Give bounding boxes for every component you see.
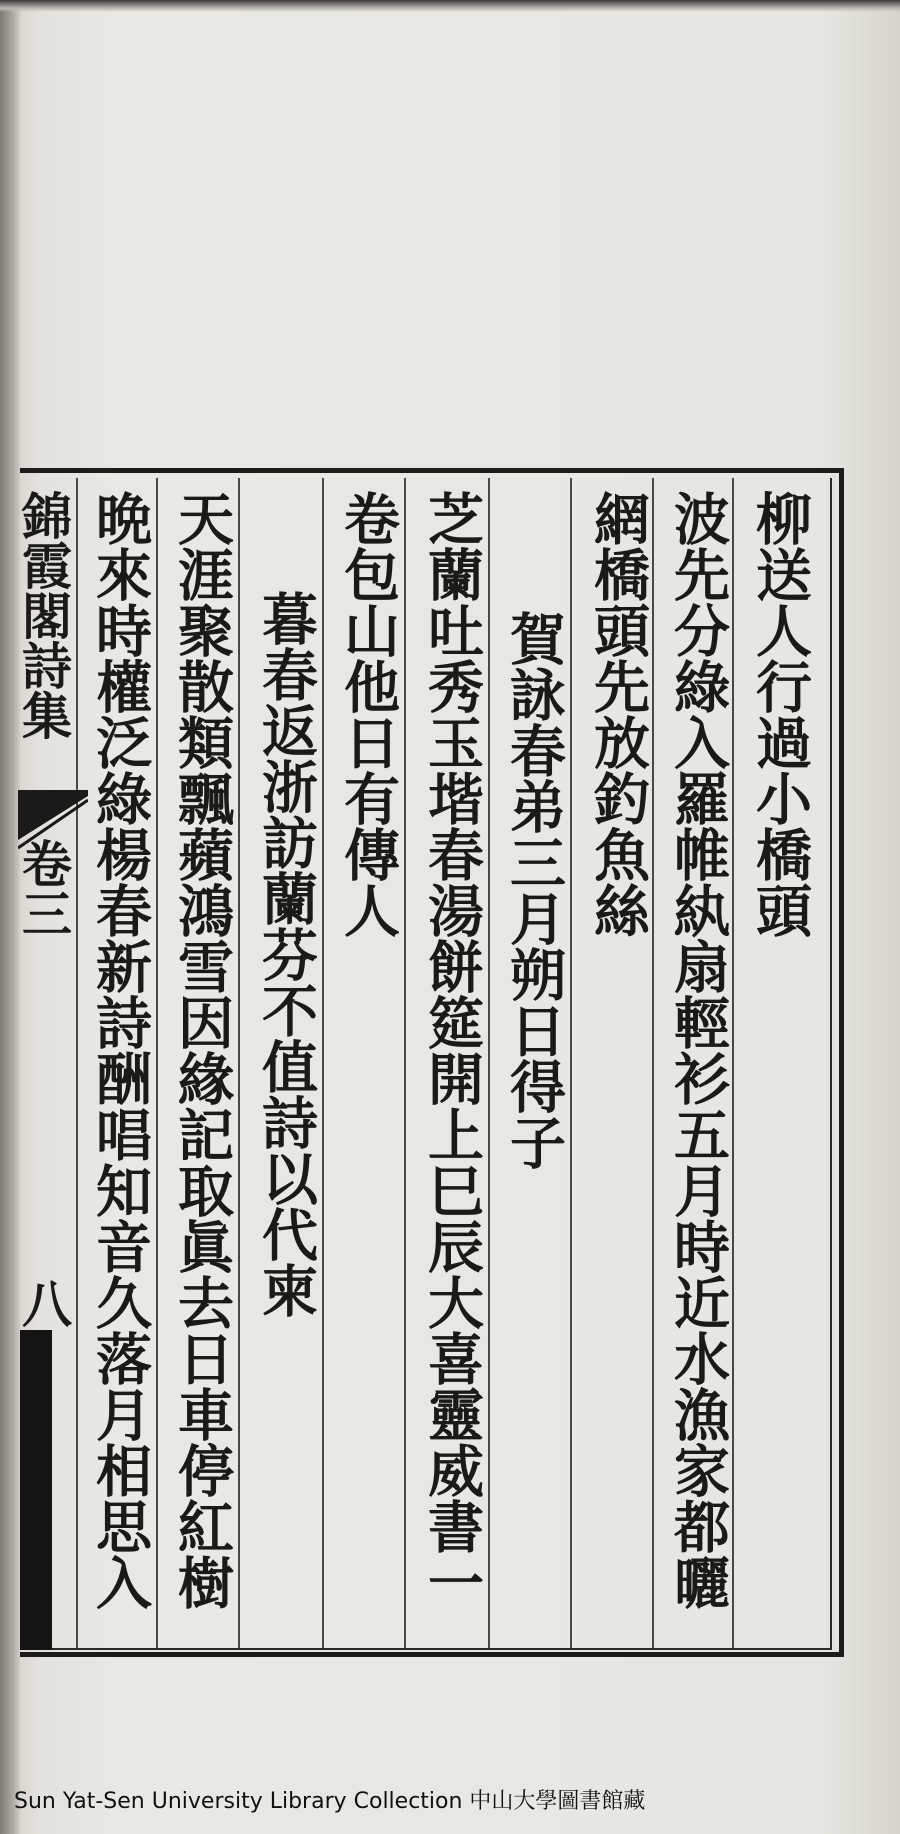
page-number: 八 — [14, 1278, 73, 1328]
text-column-5: 芝蘭吐秀玉堦春湯餅筵開上巳辰大喜靈威書一 — [419, 490, 485, 1610]
volume-number: 卷三 — [14, 838, 73, 938]
text-column-9: 晩來時權泛綠楊春新詩酬唱知音久落月相思入 — [87, 490, 153, 1610]
text-column-4: 賀詠春弟三月朔日得子 — [501, 610, 567, 1170]
library-caption: Sun Yat-Sen University Library Collection 中山大學圖書館藏 — [14, 1789, 646, 1814]
text-column-8: 天涯聚散類飄蘋鴻雪因緣記取眞去日車停紅樹 — [169, 490, 235, 1610]
fish-tail-mark — [18, 790, 88, 850]
text-column-2: 波先分綠入羅帷紈扇輕衫五月時近水漁家都曬 — [665, 490, 731, 1610]
column-rule — [76, 478, 78, 1648]
text-column-7: 暮春返浙訪蘭芬不值詩以代柬 — [253, 590, 319, 1318]
text-column-6: 卷包山他日有傳人 — [335, 490, 401, 938]
margin-black-block — [20, 1330, 52, 1650]
text-column-1: 柳送人行過小橋頭 — [747, 490, 813, 938]
text-column-3: 網橋頭先放釣魚絲 — [585, 490, 651, 938]
top-edge-shadow — [0, 0, 900, 12]
collection-title: 錦霞閣詩集 — [14, 490, 73, 740]
